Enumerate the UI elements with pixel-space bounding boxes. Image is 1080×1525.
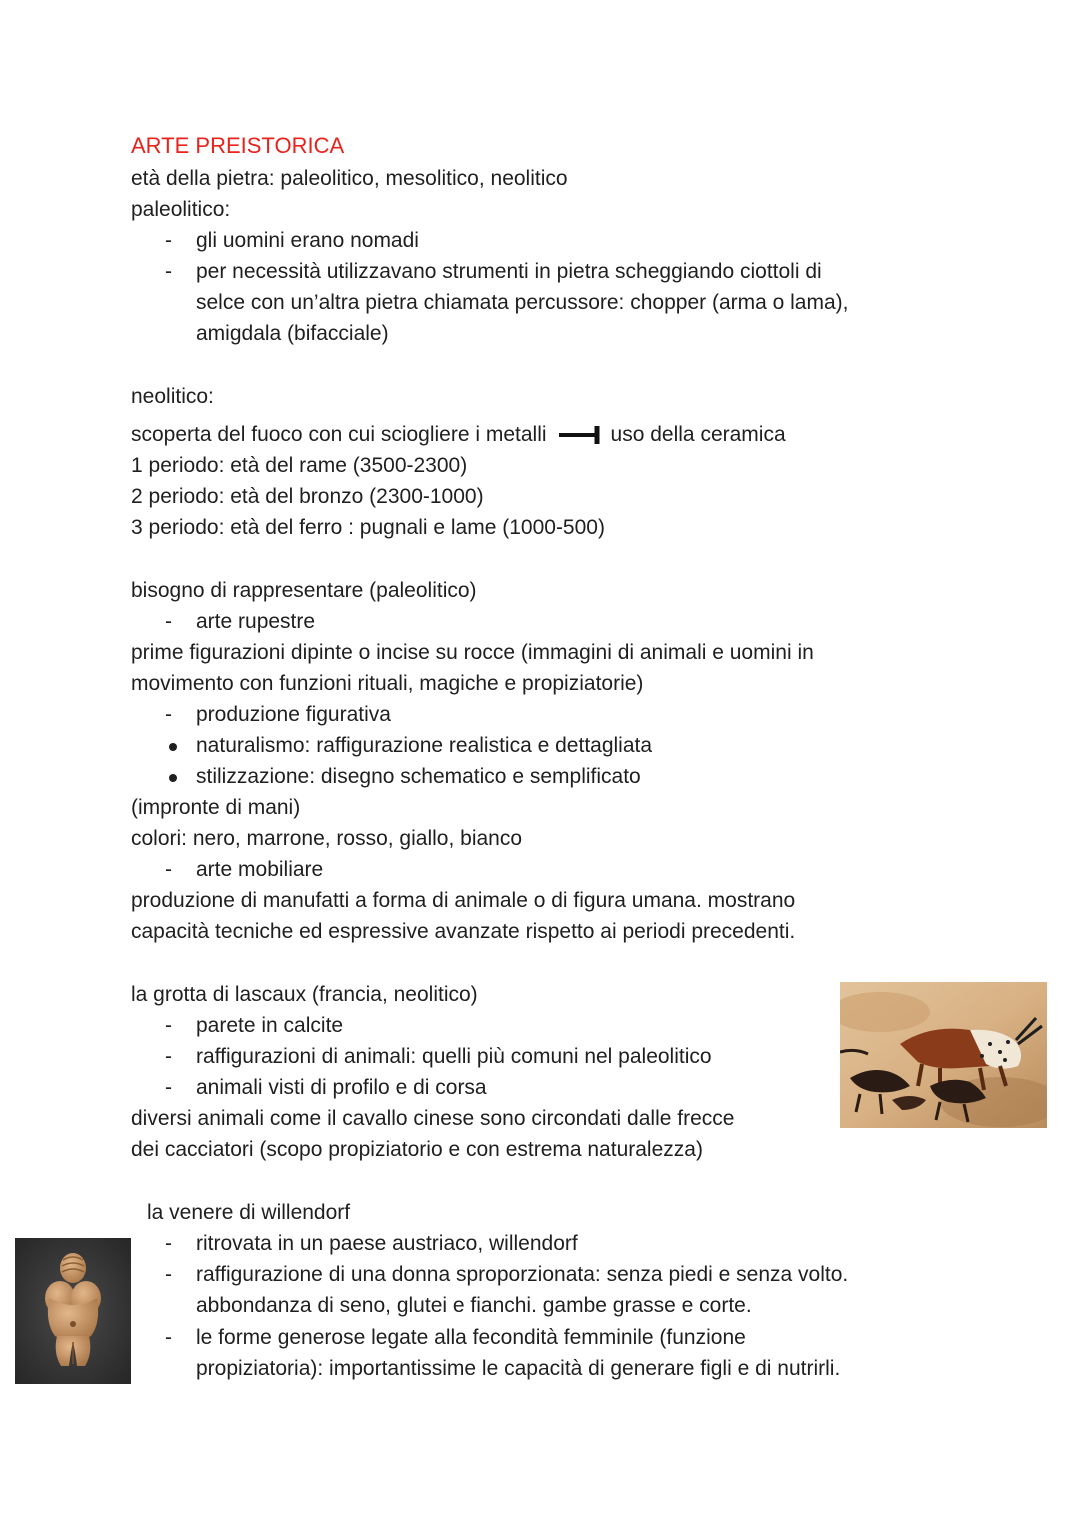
- bullet-dash: -: [165, 1045, 172, 1068]
- bullet-dash: -: [165, 1326, 172, 1349]
- paragraph-line: prime figurazioni dipinte o incise su rocce (immagini di animali e uomini in: [131, 641, 814, 664]
- list-item: per necessità utilizzavano strumenti in pietra scheggiando ciottoli di: [196, 260, 822, 283]
- page-title: ARTE PREISTORICA: [131, 133, 345, 158]
- lascaux-cave-painting-image: [840, 982, 1047, 1128]
- bullet-dash: -: [165, 1232, 172, 1255]
- list-item: parete in calcite: [196, 1014, 344, 1037]
- list-item: naturalismo: raffigurazione realistica e dettagliata: [196, 734, 653, 757]
- list-item: raffigurazione di una donna sproporzionata: senza piedi e senza volto.: [196, 1263, 849, 1286]
- list-item: stilizzazione: disegno schematico e semplificato: [196, 765, 641, 788]
- bullet-dash: -: [165, 610, 172, 633]
- neolitico-heading: neolitico:: [131, 385, 214, 408]
- intro-line: età della pietra: paleolitico, mesolitico, neolitico: [131, 167, 568, 190]
- paragraph-line: produzione di manufatti a forma di animale o di figura umana. mostrano: [131, 889, 796, 912]
- list-item: animali visti di profilo e di corsa: [196, 1076, 487, 1099]
- fuoco-text: scoperta del fuoco con cui sciogliere i metalli: [131, 423, 547, 446]
- paragraph-line: movimento con funzioni rituali, magiche e propiziatorie): [131, 672, 644, 695]
- paragraph-line: (impronte di mani): [131, 796, 301, 819]
- bullet-dash: -: [165, 1076, 172, 1099]
- fuoco-line: [131, 422, 786, 448]
- list-item-continuation: abbondanza di seno, glutei e fianchi. gambe grasse e corte.: [196, 1294, 752, 1317]
- list-item: produzione figurativa: [196, 703, 391, 726]
- arrow-right-icon: [557, 424, 605, 446]
- lascaux-heading: la grotta di lascaux (francia, neolitico): [131, 983, 478, 1006]
- list-item: arte mobiliare: [196, 858, 324, 881]
- venere-heading: la venere di willendorf: [147, 1201, 351, 1224]
- list-item-continuation: amigdala (bifacciale): [196, 322, 389, 345]
- list-item: gli uomini erano nomadi: [196, 229, 419, 252]
- paleolitico-heading: paleolitico:: [131, 198, 231, 221]
- bullet-dash: -: [165, 1263, 172, 1286]
- ceramica-text: uso della ceramica: [610, 423, 786, 446]
- list-item: le forme generose legate alla fecondità femminile (funzione: [196, 1326, 746, 1349]
- venus-of-willendorf-image: [15, 1238, 131, 1384]
- periodo-line: 1 periodo: età del rame (3500-2300): [131, 454, 468, 477]
- periodo-line: 2 periodo: età del bronzo (2300-1000): [131, 485, 484, 508]
- bullet-dot-icon: [169, 774, 177, 782]
- list-item: raffigurazioni di animali: quelli più comuni nel paleolitico: [196, 1045, 712, 1068]
- list-item-continuation: selce con un’altra pietra chiamata percussore: chopper (arma o lama),: [196, 291, 849, 314]
- paragraph-line: colori: nero, marrone, rosso, giallo, bianco: [131, 827, 523, 850]
- paragraph-line: diversi animali come il cavallo cinese sono circondati dalle frecce: [131, 1107, 735, 1130]
- bullet-dot-icon: [169, 743, 177, 751]
- list-item: arte rupestre: [196, 610, 316, 633]
- bullet-dash: -: [165, 1014, 172, 1037]
- periodo-line: 3 periodo: età del ferro : pugnali e lame (1000-500): [131, 516, 605, 539]
- bullet-dash: -: [165, 858, 172, 881]
- bullet-dash: -: [165, 703, 172, 726]
- bullet-dash: -: [165, 229, 172, 252]
- list-item-continuation: propiziatoria): importantissime le capacità di generare figli e di nutrirli.: [196, 1357, 841, 1380]
- paragraph-line: capacità tecniche ed espressive avanzate rispetto ai periodi precedenti.: [131, 920, 796, 943]
- list-item: ritrovata in un paese austriaco, willendorf: [196, 1232, 578, 1255]
- bullet-dash: -: [165, 260, 172, 283]
- rappresentare-heading: bisogno di rappresentare (paleolitico): [131, 579, 477, 602]
- paragraph-line: dei cacciatori (scopo propiziatorio e con estrema naturalezza): [131, 1138, 703, 1161]
